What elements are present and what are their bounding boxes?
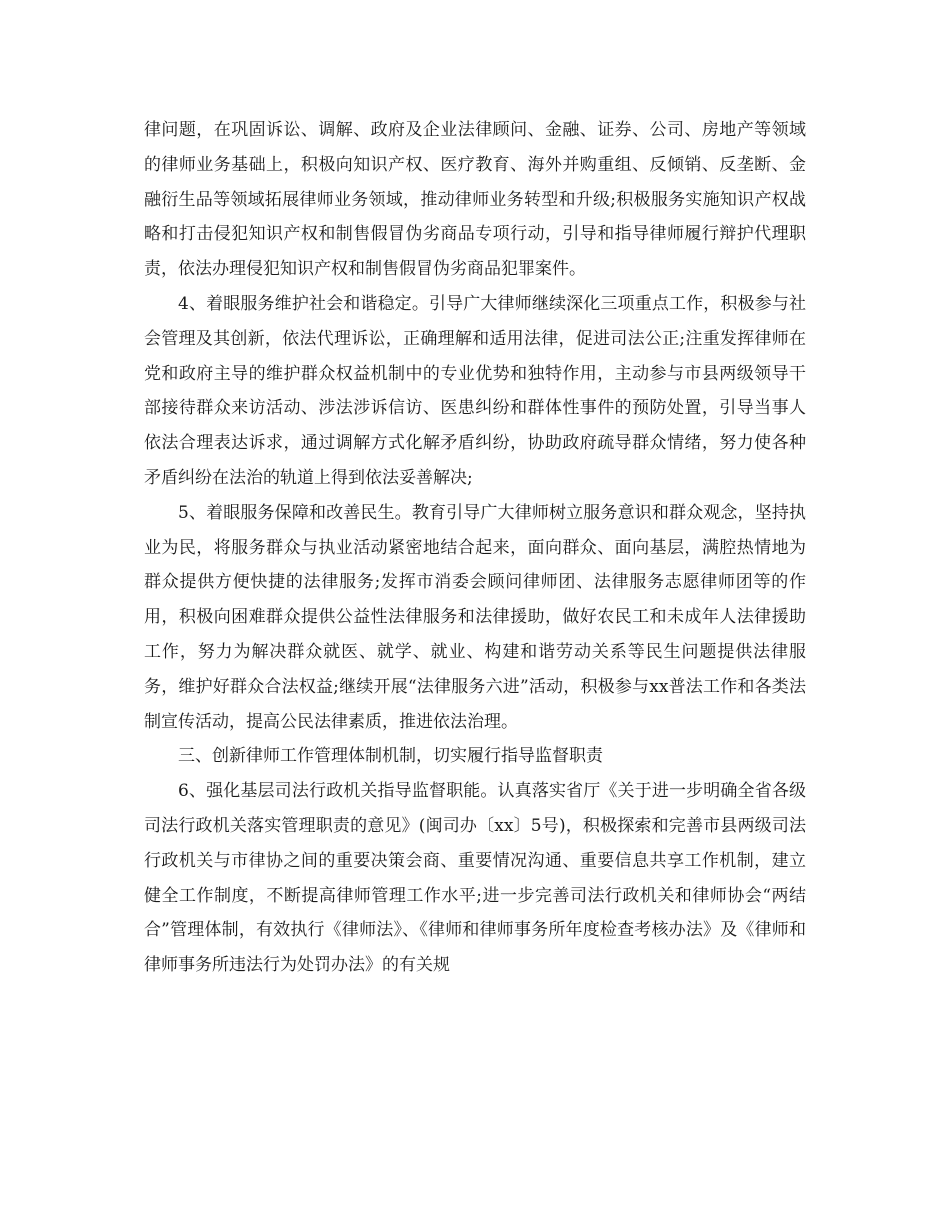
section-heading-3: 三、创新律师工作管理体制机制，切实履行指导监督职责 <box>178 746 603 767</box>
paragraph-item-4: 4、着眼服务维护社会和谐稳定。引导广大律师继续深化三项重点工作，积极参与社会管理及其创新，依法代理诉讼，正确理解和适用法律，促进司法公正;注重发挥律师在党和政府主导的维护群众权益机制中的专业优势和独特作用，主动参与市县两级领导干部接待群众来访活动、涉法涉诉信访、医患纠纷和群体性事件的预防处置，引导当事人依法合理表达诉求，通过调解方式化解矛盾纠纷，协助政府疏导群众情绪，努力使各种矛盾纠纷在法治的轨道上得到依法妥善解决; <box>144 293 806 488</box>
paragraph-item-6: 6、强化基层司法行政机关指导监督职能。认真落实省厅《关于进一步明确全省各级司法行政机关落实管理职责的意见》(闽司办〔xx〕5号)，积极探索和完善市县两级司法行政机关与市律协之间的重要决策会商、重要情况沟通、重要信息共享工作机制，建立健全工作制度，不断提高律师管理工作水平;进一步完善司法行政机关和律师协会“两结合”管理体制，有效执行《律师法》、《律师和律师事务所年度检查考核办法》及《律师和律师事务所违法行为处罚办法》的有关规 <box>144 781 806 976</box>
paragraph-continuation: 律问题，在巩固诉讼、调解、政府及企业法律顾问、金融、证券、公司、房地产等领域的律师业务基础上，积极向知识产权、医疗教育、海外并购重组、反倾销、反垄断、金融衍生品等领域拓展律师业务领域，推动律师业务转型和升级;积极服务实施知识产权战略和打击侵犯知识产权和制售假冒伪劣商品专项行动，引导和指导律师履行辩护代理职责，依法办理侵犯知识产权和制售假冒伪劣商品犯罪案件。 <box>144 120 806 280</box>
paragraph-item-5: 5、着眼服务保障和改善民生。教育引导广大律师树立服务意识和群众观念，坚持执业为民，将服务群众与执业活动紧密地结合起来，面向群众、面向基层，满腔热情地为群众提供方便快捷的法律服务;发挥市消委会顾问律师团、法律服务志愿律师团等的作用，积极向困难群众提供公益性法律服务和法律援助，做好农民工和未成年人法律援助工作，努力为解决群众就医、就学、就业、构建和谐劳动关系等民生问题提供法律服务，维护好群众合法权益;继续开展“法律服务六进”活动，积极参与xx普法工作和各类法制宣传活动，提高公民法律素质，推进依法治理。 <box>144 502 806 732</box>
document-body <box>144 113 806 983</box>
